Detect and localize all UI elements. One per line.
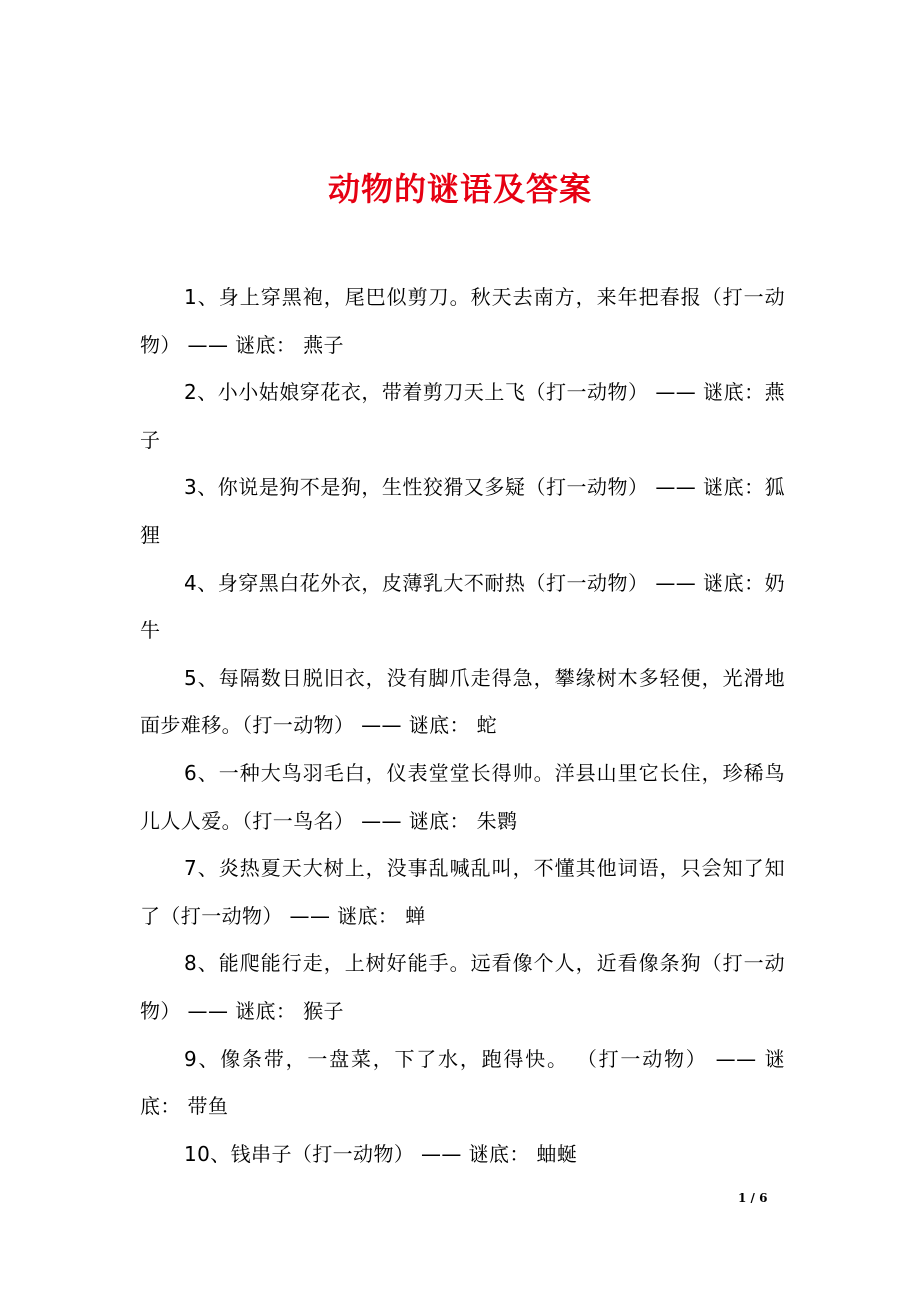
riddle-item-1: 1、身上穿黑袍，尾巴似剪刀。秋天去南方，来年把春报（打一动物） —— 谜底： 燕子 (140, 285, 785, 357)
riddle-item-2: 2、小小姑娘穿花衣，带着剪刀天上飞（打一动物） —— 谜底：燕子 (140, 380, 785, 452)
riddle-item-3: 3、你说是狗不是狗，生性狡猾又多疑（打一动物） —— 谜底：狐狸 (140, 475, 785, 547)
riddle-item-5: 5、每隔数日脱旧衣，没有脚爪走得急，攀缘树木多轻便，光滑地面步难移。（打一动物） —— 谜底： 蛇 (140, 665, 785, 738)
riddle-item-4: 4、身穿黑白花外衣，皮薄乳大不耐热（打一动物） —— 谜底：奶牛 (140, 570, 785, 643)
page-number: 1 / 6 (738, 1191, 768, 1205)
document-title: 动物的谜语及答案 (327, 170, 592, 209)
riddle-item-10: 10、钱串子（打一动物） —— 谜底： 蚰蜒 (184, 1141, 578, 1166)
riddle-list (140, 274, 785, 1178)
riddle-item-7: 7、炎热夏天大树上，没事乱喊乱叫，不懂其他词语，只会知了知了（打一动物） —— 谜底： 蝉 (140, 856, 785, 928)
riddle-item-8: 8、能爬能行走，上树好能手。远看像个人，近看像条狗（打一动物） —— 谜底： 猴子 (140, 951, 785, 1023)
riddle-item-9: 9、像条带，一盘菜，下了水，跑得快。 （打一动物） —— 谜底： 带鱼 (140, 1046, 785, 1119)
riddle-item-6: 6、一种大鸟羽毛白，仪表堂堂长得帅。洋县山里它长住，珍稀鸟儿人人爱。（打一鸟名） —— 谜底： 朱鹮 (140, 760, 785, 833)
